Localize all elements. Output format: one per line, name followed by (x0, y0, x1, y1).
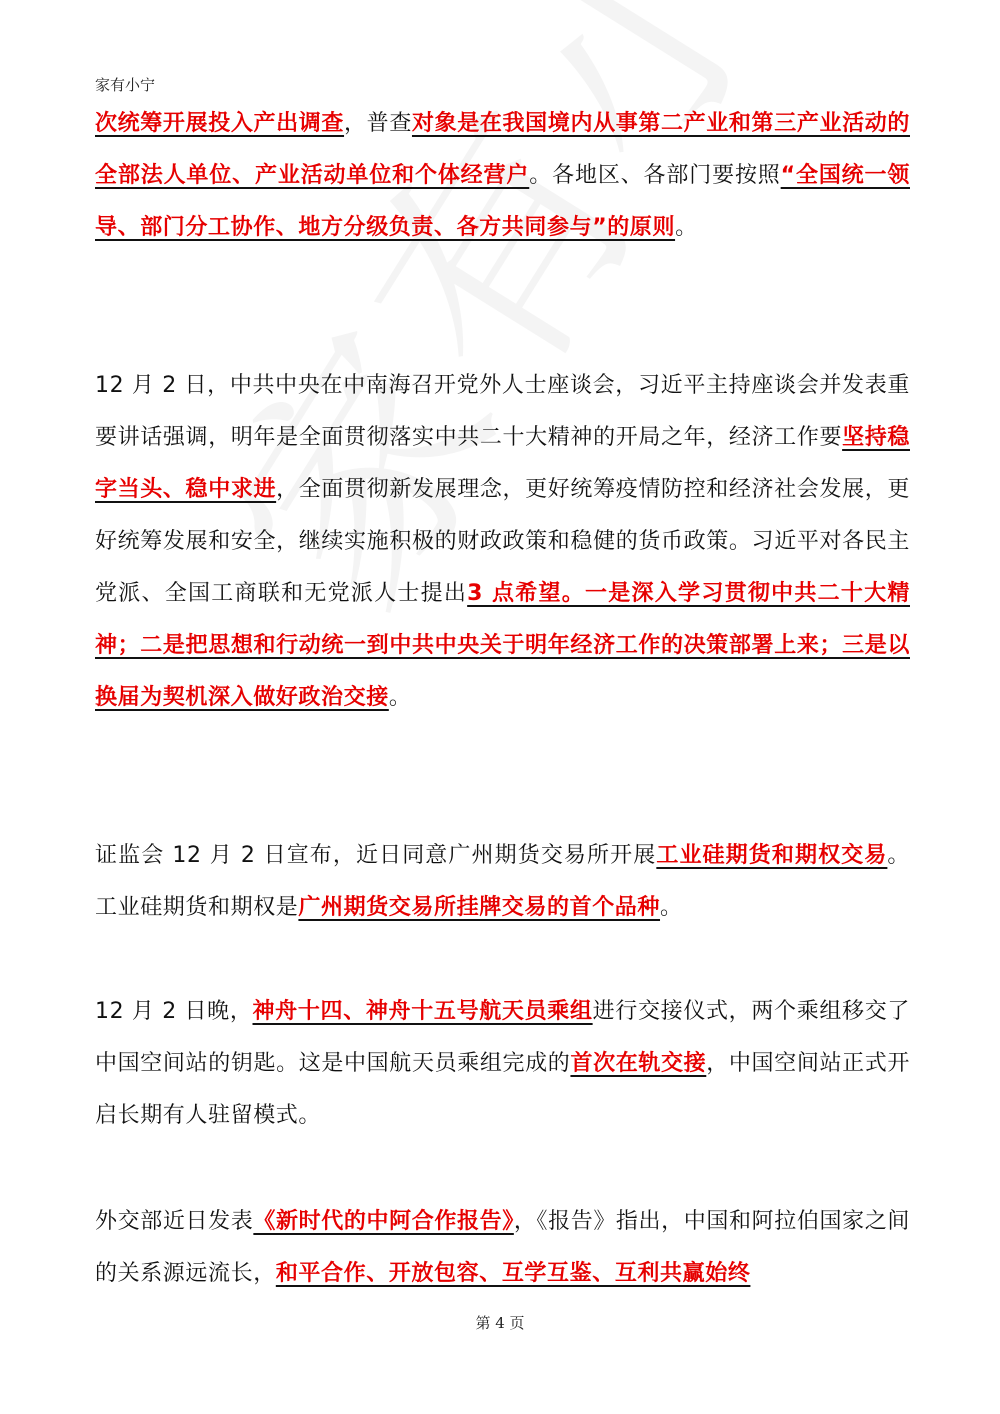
body-text: 。 (660, 895, 683, 920)
highlighted-text: 和平合作、开放包容、互学互鉴、互利共赢始终 (275, 1261, 751, 1286)
body-text: 外交部近日发表 (95, 1209, 254, 1234)
body-text: ，《报告》指出，中国和阿拉伯国家之间的关系源远流长， (95, 1209, 910, 1286)
body-text: ，全面贯彻新发展理念，更好统筹疫情防控和经济社会发展，更好统筹发展和安全，继续实施积极的财政政策和稳健的货币政策。习近平对各民主党派、全国工商联和无党派人士提出 (95, 477, 910, 606)
body-text: ，普查 (344, 111, 412, 136)
highlighted-text: 《新时代的中阿合作报告》 (253, 1209, 514, 1234)
highlighted-text: 神舟十四、神舟十五号航天员乘组 (252, 999, 593, 1024)
highlighted-text: 首次在轨交接 (570, 1051, 707, 1076)
page-number: 第 4 页 (475, 1314, 525, 1332)
body-text: 。 (388, 685, 412, 710)
highlighted-text: “全国统一领导、部门分工协作、地方分级负责、各方共同参与”的原则 (95, 163, 910, 240)
highlighted-text: 3 点希望。一是深入学习贯彻中共二十大精神；二是把思想和行动统一到中共中央关于明年经济工作的决策部署上来；三是以换届为契机深入做好政治交接 (95, 581, 910, 710)
paragraph (95, 98, 910, 254)
highlighted-text: 对象是在我国境内从事第二产业和第三产业活动的全部法人单位、产业活动单位和个体经营户 (95, 111, 910, 188)
body-text: 12 月 2 日晚， (95, 999, 253, 1024)
body-text: 进行交接仪式，两个乘组移交了中国空间站的钥匙。这是中国航天员乘组完成的 (95, 999, 910, 1076)
paragraph (95, 1196, 910, 1300)
body-text: 证监会 12 月 2 日宣布，近日同意广州期货交易所开展 (95, 843, 657, 868)
body-text: 。工业硅期货和期权是 (95, 843, 910, 920)
paragraph (95, 360, 910, 724)
highlighted-text: 广州期货交易所挂牌交易的首个品种 (298, 895, 661, 920)
highlighted-text: 工业硅期货和期权交易 (656, 843, 888, 868)
body-text: 12 月 2 日，中共中央在中南海召开党外人士座谈会，习近平主持座谈会并发表重要讲话强调，明年是全面贯彻落实中共二十大精神的开局之年，经济工作要 (95, 373, 910, 450)
body-text: ，中国空间站正式开启长期有人驻留模式。 (95, 1051, 910, 1128)
highlighted-text: 次统筹开展投入产出调查 (95, 111, 345, 136)
highlighted-text: 坚持稳字当头、稳中求进 (95, 425, 910, 502)
paragraph (95, 986, 910, 1142)
body-text: 。各地区、各部门要按照 (529, 163, 781, 188)
body-text: 。 (675, 215, 698, 240)
paragraph (95, 830, 910, 934)
page-header: 家有小宁 (95, 76, 156, 94)
